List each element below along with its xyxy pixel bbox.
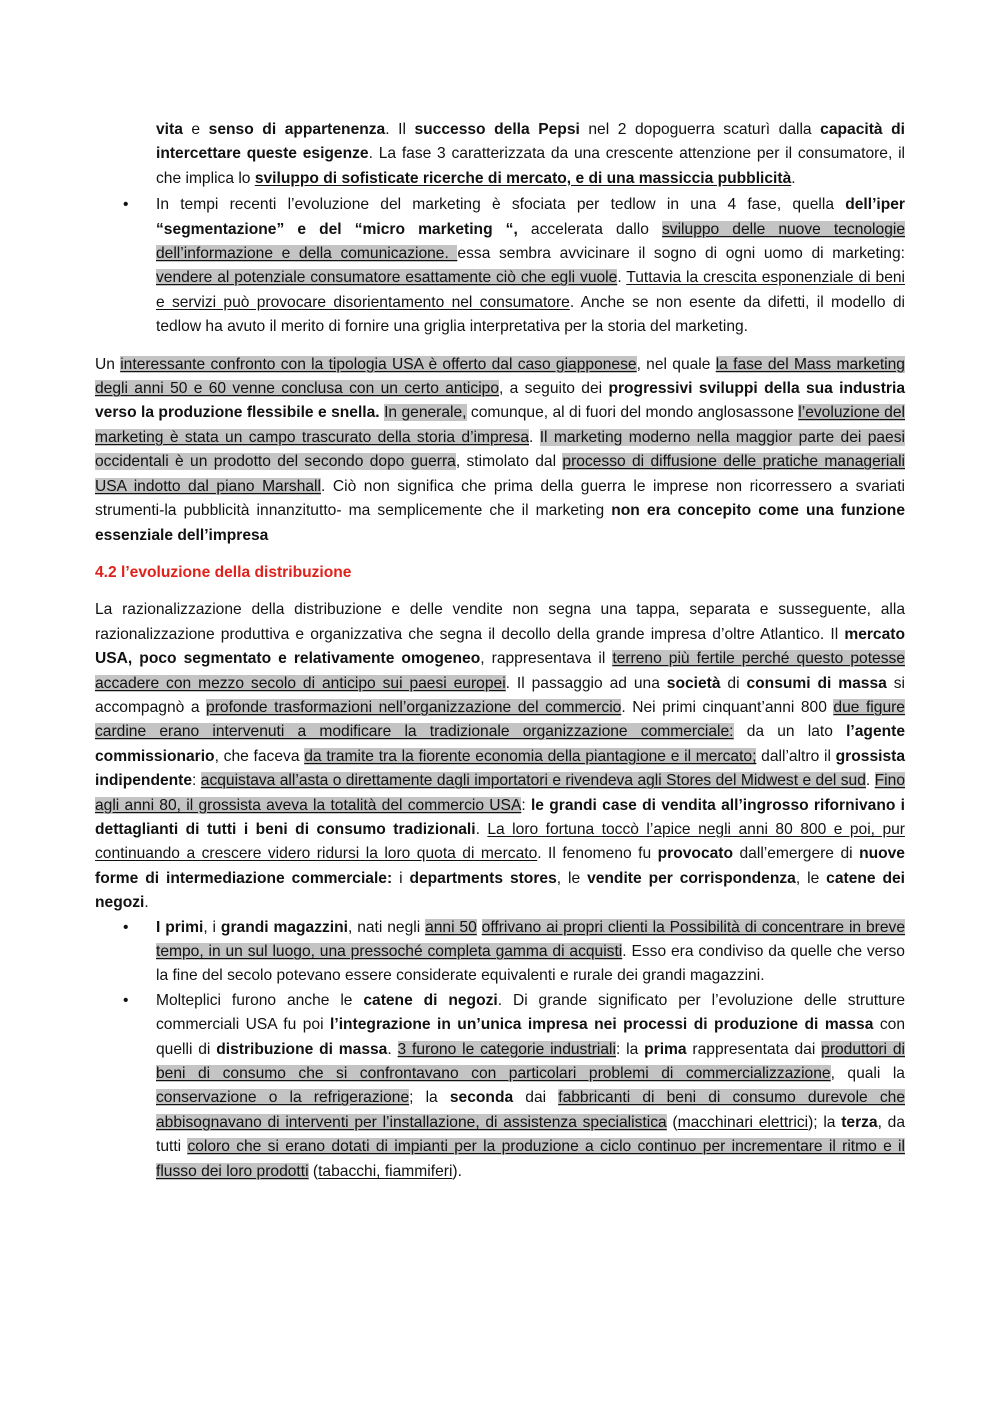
text: . Il passaggio ad una [505, 674, 667, 692]
text: dall’altro il [756, 747, 836, 765]
text: , stimolato dal [455, 453, 563, 471]
highlighted-text: da tramite tra la fiorente economia della piantagione e il mercato; [304, 747, 757, 765]
highlighted-text: terreno più fertile perché questo potesse accadere con mezzo secolo di anticipo sui paesi europei [95, 650, 905, 692]
text: . Ciò non significa che prima della guerra le imprese non ricorressero a svariati strumenti-la pubblicità innanzitutto- ma semplicemente che il marketing [95, 477, 905, 520]
text: : la [615, 1040, 645, 1058]
text: : [192, 772, 201, 790]
bold-text: nuove forme di intermediazione commerciale: [95, 845, 905, 887]
paragraph-distribution [95, 598, 905, 915]
highlighted-text: 3 furono le categorie industriali [397, 1040, 616, 1058]
text: Un [95, 355, 121, 373]
bold-text: successo della Pepsi [414, 121, 580, 138]
bold-text: terza [841, 1113, 878, 1131]
bold-text: seconda [449, 1089, 514, 1107]
bold-text: mercato USA, poco segmentato e relativamente omogeneo [95, 625, 905, 668]
bold-text: vita [156, 121, 183, 138]
list-item-continuation [95, 118, 905, 191]
text: ( [666, 1113, 678, 1131]
text: Molteplici furono anche le [156, 991, 364, 1009]
bold-text: progressivi sviluppi della sua industria verso la produzione flessibile e snella. [95, 380, 905, 422]
underlined-text: tabacchi, fiammiferi [318, 1162, 453, 1180]
text: , le [795, 869, 827, 887]
highlighted-text: In generale, [384, 404, 467, 422]
highlighted-text: Fino agli anni 80, il grossista aveva la totalità del commercio USA [95, 772, 905, 814]
text: . [529, 428, 540, 446]
highlighted-text: interessante confronto con la tipologia USA è offerto dal caso giapponese [120, 355, 637, 373]
text: . Esso era condiviso da quelle che verso la fine del secolo potevano essere considerate equivalenti e rurale dei grandi magazzini. [156, 943, 905, 985]
highlighted-text: sviluppo delle nuove tecnologie dell’informazione e della comunicazione. [156, 220, 906, 263]
text: , a seguito dei [499, 380, 609, 398]
text: , che faceva [214, 747, 305, 765]
highlighted-text: coloro che si erano dotati di impianti per la produzione a ciclo continuo per incrementare il ritmo e il flusso dei loro prodotti [156, 1138, 905, 1180]
text: ( [308, 1162, 319, 1180]
text: essa sembra avvicinare il sogno di ogni uomo di marketing: [457, 245, 906, 263]
text: La razionalizzazione della distribuzione e delle vendite non segna una tappa, separata e susseguente, alla razionalizzazione produttiva e organizzativa che segna il decollo della grande impresa d’oltre Atlantico. Il [95, 601, 905, 643]
underlined-text: Tuttavia la crescita esponenziale di beni e servizi può provocare disorientamento nel consumatore [156, 269, 905, 311]
text: . Il fenomeno fu [537, 845, 658, 863]
document-page [95, 118, 905, 1184]
bold-text: l’agente commissionario [95, 723, 906, 765]
text: . Il [385, 121, 415, 138]
highlighted-text: Il marketing moderno nella maggior parte dei paesi occidentali è un prodotto del secondo dopo guerra [95, 428, 905, 471]
highlighted-text: anni 50 [425, 918, 477, 936]
text: dai [513, 1089, 559, 1107]
bold-text: provocato [657, 845, 734, 863]
text: . Di grande significato per l’evoluzione delle strutture commerciali USA fu poi [156, 991, 906, 1034]
highlighted-text: acquistava all’asta o direttamente dagli importatori e rivendeva agli Stores del Midwest e del sud [200, 772, 866, 790]
text: nel 2 dopoguerra scaturì dalla [579, 121, 821, 138]
text: accelerata dallo [517, 220, 662, 238]
bold-text: società [666, 674, 721, 692]
text: di [720, 674, 747, 692]
bold-text: catene dei negozi [95, 869, 906, 912]
bold-text: prima [644, 1040, 687, 1058]
bullet-icon: • [123, 196, 129, 214]
paragraph-japan-comparison [95, 353, 905, 548]
underlined-text: La loro fortuna toccò l’apice negli anni 80 800 e poi, pur continuando a crescere videro ridursi la loro quota di mercato [95, 820, 905, 863]
bold-text: vendite per corrispondenza [587, 869, 796, 887]
highlighted-text: vendere al potenziale consumatore esattamente ciò che egli vuole [156, 269, 618, 287]
list-item-fourth-phase [95, 193, 905, 339]
text: comunque, al di fuori del mondo anglosassone [466, 404, 799, 422]
bold-text: consumi di massa [746, 674, 887, 692]
text: ); la [808, 1113, 842, 1131]
underlined-text: macchinari elettrici [677, 1113, 809, 1131]
bold-text: senso di appartenenza [208, 121, 386, 138]
text: ). [452, 1162, 462, 1180]
bold-text: dell’iper “segmentazione” e del “micro marketing “, [156, 196, 905, 238]
text: e [182, 121, 209, 138]
text: rappresentata dai [686, 1040, 822, 1058]
section-heading: 4.2 l’evoluzione della distribuzione [95, 563, 352, 581]
list-item-chain-stores [95, 989, 905, 1184]
bold-text: departments stores [409, 869, 557, 887]
text: dall’emergere di [733, 845, 860, 863]
text: . [144, 894, 149, 912]
bold-text: catene di negozi [363, 991, 498, 1009]
text: . [791, 169, 796, 187]
text: . [475, 820, 488, 838]
bold-text: capacità di intercettare queste esigenze [156, 121, 905, 163]
text: , da tutti [156, 1113, 905, 1156]
text: , rappresentava il [480, 650, 613, 668]
highlighted-text: offrivano ai propri clienti la Possibilità di concentrare in breve tempo, in un sul luogo, una pressoché completa gamma di acquisti [156, 918, 905, 960]
text: . [617, 269, 627, 287]
text: : [521, 796, 531, 814]
text: i [392, 869, 410, 887]
bullet-icon: • [123, 918, 129, 936]
text: da un lato [733, 723, 847, 741]
text: , nati negli [347, 918, 426, 936]
underlined-bold-text: sviluppo di sofisticate ricerche di mercato, e di una massiccia pubblicità [254, 169, 792, 187]
text: . Nei primi cinquant’anni 800 [621, 698, 834, 716]
bold-text: non era concepito come una funzione essenziale dell’impresa [95, 502, 905, 544]
highlighted-text: l’evoluzione del marketing è stata un campo trascurato della storia d’impresa [95, 404, 905, 446]
bullet-icon: • [123, 991, 129, 1009]
text: , i [203, 918, 221, 936]
highlighted-text: fabbricanti di beni di consumo durevole che abbisognavano di interventi per l’installazione, di assistenza specialistica [156, 1089, 905, 1131]
text: . Anche se non esente da difetti, il modello di tedlow ha avuto il merito di fornire una griglia interpretativa per la storia del marketing. [156, 293, 905, 336]
highlighted-text: la fase del Mass marketing degli anni 50 e 60 venne conclusa con un certo anticipo [95, 355, 905, 398]
highlighted-text: profonde trasformazioni nell’organizzazione del commercio [206, 698, 622, 716]
highlighted-text: processo di diffusione delle pratiche manageriali USA indotto dal piano Marshall [95, 453, 905, 495]
text: In tempi recenti l’evoluzione del marketing è sfociata per tedlow in una 4 fase, quella [156, 196, 846, 214]
list-item-department-stores [95, 916, 905, 989]
text [477, 919, 482, 936]
text: si accompagnò a [95, 674, 905, 716]
bold-text: grandi magazzini [220, 918, 348, 936]
text: ; la [409, 1089, 450, 1107]
text: , quali la [830, 1065, 905, 1083]
text: con quelli di [156, 1016, 905, 1058]
text: , le [556, 869, 588, 887]
bold-text: le grandi case di vendita all’ingrosso rifornivano i dettaglianti di tutti i beni di consumo tradizionali [95, 796, 905, 838]
bold-text: I primi [156, 918, 204, 936]
bullet-list-top [95, 118, 905, 340]
bullet-list-bottom [95, 916, 905, 1184]
text: . La fase 3 caratterizzata da una crescente attenzione per il consumatore, il che implica lo [156, 145, 906, 187]
bold-text: l’integrazione in un’unica impresa nei processi di produzione di massa [330, 1016, 874, 1034]
highlighted-text: due figure cardine erano intervenuti a modificare la tradizionale organizzazione commerciale: [95, 698, 905, 741]
text: . [387, 1040, 398, 1058]
bold-text: grossista indipendente [95, 747, 905, 790]
highlighted-text: produttori di beni di consumo che si confrontavano con particolari problemi di commercializzazione [156, 1040, 905, 1083]
highlighted-text: conservazione o la refrigerazione [156, 1089, 410, 1107]
text: , nel quale [636, 355, 716, 373]
text: . [865, 772, 875, 790]
bold-text: distribuzione di massa [216, 1040, 388, 1058]
